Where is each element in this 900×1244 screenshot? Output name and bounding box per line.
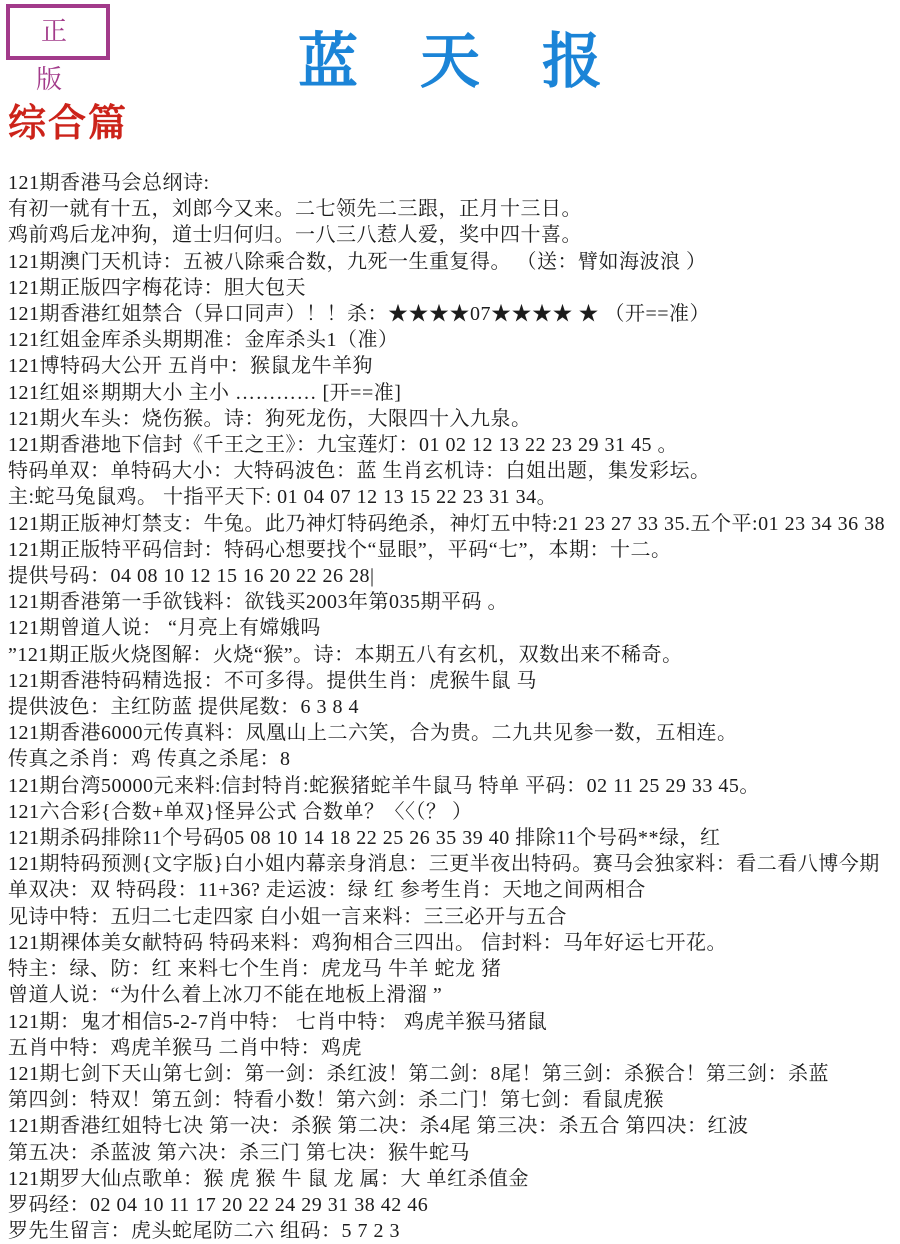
- text-line: 五肖中特：鸡虎羊猴马 二肖中特：鸡虎: [8, 1036, 362, 1059]
- text-line: 单双决：双 特码段：11+36? 走运波：绿 红 参考生肖：天地之间两相合: [8, 879, 646, 902]
- authentic-badge-label: 正 版: [35, 17, 85, 94]
- text-line: 特主：绿、防：红 来料七个生肖：虎龙马 牛羊 蛇龙 猪: [8, 958, 502, 981]
- text-line: 121期香港马会总纲诗:: [8, 172, 210, 194]
- text-line: 罗码经：02 04 10 11 17 20 22 24 29 31 38 42 46: [8, 1193, 429, 1216]
- text-line: 传真之杀肖：鸡 传真之杀尾：8: [8, 748, 291, 771]
- page-title: 蓝天报: [298, 29, 664, 95]
- text-line: 121期澳门天机诗：五被八除乘合数，九死一生重复得。 （送：臂如海波浪 ）: [8, 250, 707, 273]
- text-line: 121期香港第一手欲钱料：欲钱买2003年第035期平码 。: [8, 591, 508, 614]
- text-line: ”121期正版火烧图解：火烧“猴”。诗：本期五八有玄机，双数出来不稀奇。: [8, 643, 683, 666]
- text-line: 121期香港地下信封《千王之王》：九宝莲灯：01 02 12 13 22 23 29 31 45 。: [8, 434, 678, 457]
- text-line: 主:蛇马兔鼠鸡。 十指平天下: 01 04 07 12 13 15 22 23 31 34。: [8, 486, 558, 509]
- text-line: 提供波色：主红防蓝 提供尾数：6 3 8 4: [8, 696, 359, 719]
- text-line: 121期曾道人说： “月亮上有嫦娥吗: [8, 617, 321, 640]
- text-line: 121期香港红姐禁合（异口同声）！！杀：★★★★07★★★★ ★ （开==准）: [8, 303, 711, 326]
- text-line: 121期罗大仙点歌单：猴 虎 猴 牛 鼠 龙 属：大 单红杀值金: [8, 1167, 529, 1190]
- text-line: 121红姐※期期大小 主小 ………… [开==准]: [8, 381, 402, 404]
- text-line: 121期正版特平码信封：特码心想要找个“显眼”，平码“七”，本期：十二。: [8, 538, 672, 561]
- text-line: 121期正版神灯禁支：牛兔。此乃神灯特码绝杀，神灯五中特:21 23 27 33 35.五个平:01 23 34 36 38: [8, 512, 886, 535]
- section-title: 综合篇: [8, 103, 129, 145]
- text-line: 121期香港特码精选报：不可多得。提供生肖：虎猴牛鼠 马: [8, 669, 537, 692]
- text-line: 第五决：杀蓝波 第六决：杀三门 第七决：猴牛蛇马: [8, 1141, 470, 1164]
- text-line: 有初一就有十五，刘郎今又来。二七领先二三跟，正月十三日。: [8, 198, 582, 221]
- text-line: 121期裸体美女献特码 特码来料：鸡狗相合三四出。 信封料：马年好运七开花。: [8, 931, 727, 954]
- text-line: 121期特码预测{文字版}白小姐内幕亲身消息：三更半夜出特码。赛马会独家料：看二看八博今期: [8, 853, 880, 876]
- text-line: 121期火车头：烧伤猴。诗：狗死龙伤，大限四十入九泉。: [8, 407, 532, 430]
- text-line: 121博特码大公开 五肖中：猴鼠龙牛羊狗: [8, 355, 373, 378]
- text-line: 罗先生留言：虎头蛇尾防二六 组码：5 7 2 3: [8, 1220, 400, 1243]
- text-line: 121期香港红姐特七决 第一决：杀猴 第二决：杀4尾 第三决：杀五合 第四决：红波: [8, 1115, 749, 1138]
- text-line: 121期杀码排除11个号码05 08 10 14 18 22 25 26 35 39 40 排除11个号码**绿，红: [8, 827, 721, 850]
- text-line: 121期：鬼才相信5-2-7肖中特： 七肖中特： 鸡虎羊猴马猪鼠: [8, 1010, 548, 1033]
- text-line: 特码单双：单特码大小：大特码波色：蓝 生肖玄机诗：白姐出题，集发彩坛。: [8, 460, 711, 483]
- text-line: 121期香港6000元传真料：凤凰山上二六笑，合为贵。二九共见参一数，五相连。: [8, 722, 738, 745]
- text-line: 曾道人说：“为什么着上冰刀不能在地板上滑溜 ”: [8, 984, 443, 1007]
- text-line: 121红姐金库杀头期期准：金库杀头1（准）: [8, 329, 399, 352]
- text-line: 121六合彩{合数+单双}怪异公式 合数单？〈〈（？ ）: [8, 800, 473, 823]
- text-line: 见诗中特：五归二七走四家 白小姐一言来料：三三必开与五合: [8, 905, 567, 928]
- text-line: 121期正版四字梅花诗：胆大包天: [8, 276, 306, 299]
- content-lines: [8, 170, 896, 1244]
- text-line: 鸡前鸡后龙冲狗，道士归何归。一八三八惹人爱，奖中四十喜。: [8, 224, 582, 247]
- text-line: 121期七剑下天山第七剑：第一剑：杀红波！第二剑：8尾！第三剑：杀猴合！第三剑：杀蓝: [8, 1062, 829, 1085]
- text-line: 121期台湾50000元来料:信封特肖:蛇猴猪蛇羊牛鼠马 特单 平码：02 11 25 29 33 45。: [8, 774, 760, 797]
- text-line: 第四剑：特双！第五剑：特看小数！第六剑：杀二门！第七剑：看鼠虎猴: [8, 1089, 664, 1112]
- text-line: 提供号码：04 08 10 12 15 16 20 22 26 28|: [8, 565, 375, 588]
